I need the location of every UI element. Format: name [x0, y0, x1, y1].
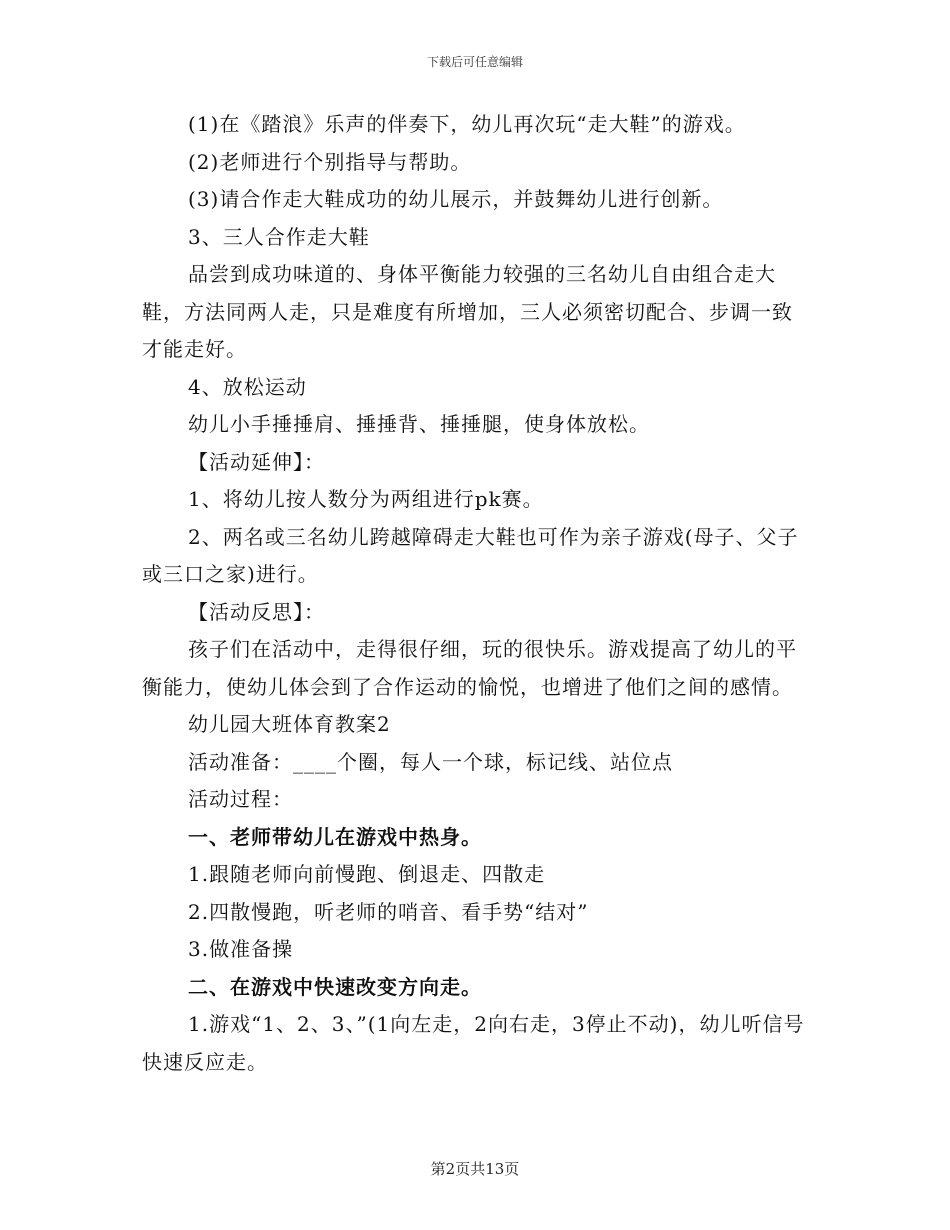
document-title: 幼儿园大班体育教案2 — [188, 712, 391, 736]
page-header: 下载后可任意编辑 — [426, 55, 523, 69]
document-body — [142, 106, 807, 1081]
paragraph: (3)请合作走大鞋成功的幼儿展示，并鼓舞幼儿进行创新。 — [188, 187, 724, 211]
paragraph: 3.做准备操 — [188, 937, 294, 961]
section-heading: 二、在游戏中快速改变方向走。 — [188, 974, 482, 999]
paragraph: 活动过程： — [188, 787, 293, 811]
paragraph: 品尝到成功味道的、身体平衡能力较强的三名幼儿自由组合走大鞋，方法同两人走，只是难度有所增加，三人必须密切配合、步调一致才能走好。 — [142, 262, 793, 361]
paragraph: 1、将幼儿按人数分为两组进行pk赛。 — [188, 487, 544, 511]
section-heading: 3、三人合作走大鞋 — [188, 224, 370, 249]
page-footer: 第2页共13页 — [430, 1160, 520, 1178]
paragraph: 活动准备：____个圈，每人一个球，标记线、站位点 — [188, 749, 673, 774]
paragraph: 幼儿小手捶捶肩、捶捶背、捶捶腿，使身体放松。 — [188, 412, 650, 436]
paragraph: 2.四散慢跑，听老师的哨音、看手势“结对” — [188, 899, 589, 924]
paragraph: 1.跟随老师向前慢跑、倒退走、四散走 — [188, 862, 546, 886]
section-heading: 【活动反思】： — [188, 599, 325, 624]
paragraph: 1.游戏“1、2、3、”(1向左走，2向右走，3停止不动)，幼儿听信号快速反应走。 — [142, 1012, 805, 1074]
paragraph: 2、两名或三名幼儿跨越障碍走大鞋也可作为亲子游戏(母子、父子或三口之家)进行。 — [142, 524, 799, 586]
paragraph: 孩子们在活动中，走得很仔细，玩的很快乐。游戏提高了幼儿的平衡能力，使幼儿体会到了合作运动的愉悦，也增进了他们之间的感情。 — [142, 637, 797, 699]
paragraph: (1)在《踏浪》乐声的伴奏下，幼儿再次玩“走大鞋”的游戏。 — [188, 112, 746, 136]
paragraph: (2)老师进行个别指导与帮助。 — [188, 149, 472, 174]
section-heading: 【活动延伸】： — [188, 449, 325, 474]
section-heading: 4、放松运动 — [188, 374, 307, 399]
section-heading: 一、老师带幼儿在游戏中热身。 — [188, 824, 482, 849]
